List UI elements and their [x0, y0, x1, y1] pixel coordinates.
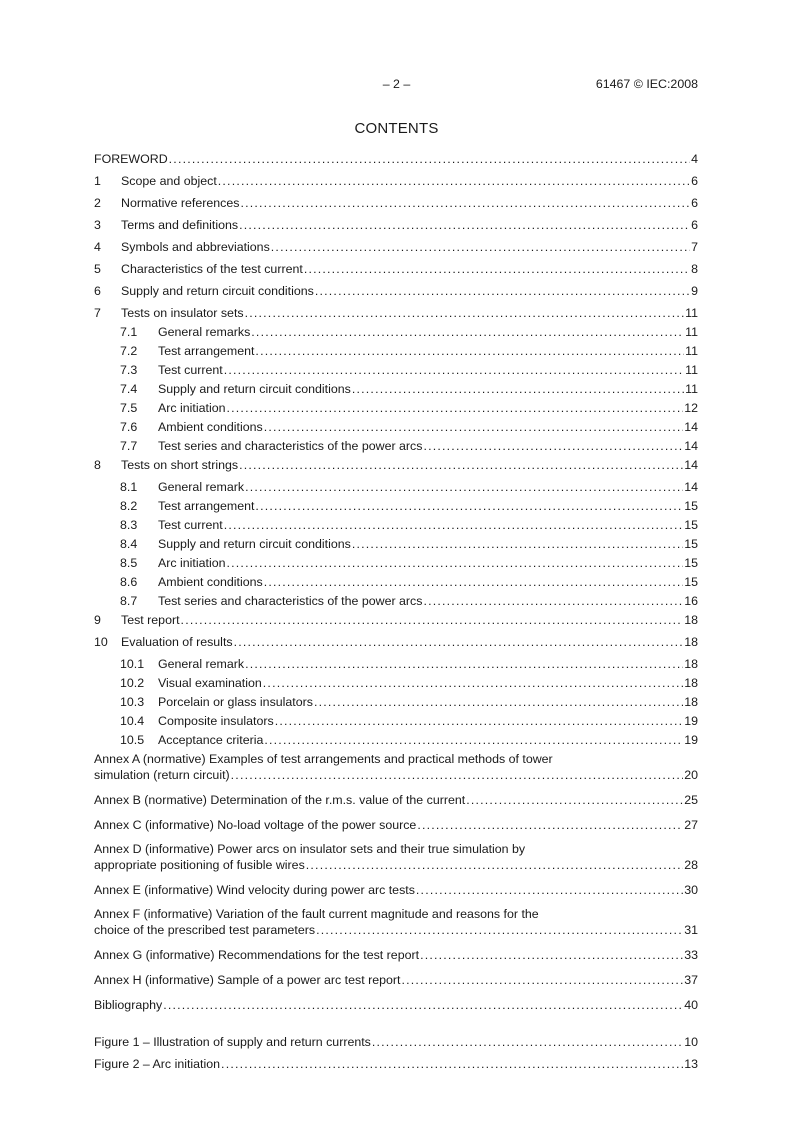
table-of-contents	[94, 151, 698, 1072]
toc-entry[interactable]	[94, 195, 698, 211]
contents-title: CONTENTS	[354, 120, 439, 137]
toc-subentry[interactable]	[94, 498, 698, 514]
toc-entry-number: 8.4	[120, 537, 138, 551]
dot-leader	[245, 479, 683, 495]
toc-entry-label: choice of the prescribed test parameters	[94, 923, 316, 937]
dot-leader	[417, 817, 683, 833]
toc-entry-page: 28	[684, 858, 698, 872]
toc-entry-label: Test series and characteristics of the power arcs	[158, 439, 423, 453]
toc-subentry[interactable]	[94, 732, 698, 748]
toc-entry-label: Test series and characteristics of the power arcs	[158, 594, 423, 608]
toc-entry-label: Supply and return circuit conditions	[158, 382, 351, 396]
toc-entry-page: 18	[684, 695, 698, 709]
toc-entry-page: 14	[684, 420, 698, 434]
toc-entry-label: Acceptance criteria	[158, 733, 264, 747]
toc-annex-row	[94, 767, 698, 783]
toc-subentry[interactable]	[94, 536, 698, 552]
toc-entry[interactable]	[94, 283, 698, 299]
dot-leader	[315, 283, 690, 299]
dot-leader	[227, 400, 684, 416]
toc-entry-number: 10.5	[120, 733, 145, 747]
dot-leader	[218, 173, 690, 189]
toc-entry-label: Porcelain or glass insulators	[158, 695, 313, 709]
toc-entry-label: Arc initiation	[158, 401, 226, 415]
toc-entry-page: 20	[684, 768, 698, 782]
toc-annex-title: Annex F (informative) Variation of the fault current magnitude and reasons for the	[94, 907, 539, 921]
toc-entry-label: General remark	[158, 657, 245, 671]
toc-entry-page: 18	[684, 657, 698, 671]
toc-entry-number: 10.3	[120, 695, 145, 709]
toc-entry-label: Ambient conditions	[158, 575, 263, 589]
toc-annex-d[interactable]	[94, 841, 698, 873]
dot-leader	[163, 997, 683, 1013]
toc-entry-label: Bibliography	[94, 998, 163, 1012]
toc-entry-label: Figure 1 – Illustration of supply and return currents	[94, 1035, 371, 1049]
toc-subentry[interactable]	[94, 400, 698, 416]
dot-leader	[255, 343, 684, 359]
dot-leader	[169, 151, 690, 167]
toc-entry-page: 11	[685, 306, 698, 320]
dot-leader	[352, 381, 684, 397]
toc-annex-row	[94, 857, 698, 873]
toc-subentry[interactable]	[94, 517, 698, 533]
toc-entry-number: 10.2	[120, 676, 145, 690]
toc-entry-page: 10	[684, 1035, 698, 1049]
toc-entry-page: 19	[684, 733, 698, 747]
toc-entry-page: 30	[684, 883, 698, 897]
toc-subentry[interactable]	[94, 381, 698, 397]
toc-entry-foreword[interactable]	[94, 151, 698, 167]
toc-entry-page: 27	[684, 818, 698, 832]
toc-entry-page: 16	[684, 594, 698, 608]
toc-entry-page: 40	[684, 998, 698, 1012]
toc-entry-number: 7.7	[120, 439, 138, 453]
toc-entry-page: 18	[684, 676, 698, 690]
dot-leader	[245, 305, 685, 321]
toc-entry-number: 7.1	[120, 325, 138, 339]
toc-entry-page: 25	[684, 793, 698, 807]
toc-entry-label: Annex H (informative) Sample of a power arc test report	[94, 973, 401, 987]
toc-annex-title: Annex D (informative) Power arcs on insulator sets and their true simulation by	[94, 842, 526, 856]
toc-figure-1[interactable]	[94, 1034, 698, 1050]
toc-entry-label: Visual examination	[158, 676, 262, 690]
toc-entry-label: Arc initiation	[158, 556, 226, 570]
toc-entry-label: Test arrangement	[158, 344, 255, 358]
toc-entry-label: Annex E (informative) Wind velocity during power arc tests	[94, 883, 415, 897]
toc-entry-number: 8.7	[120, 594, 138, 608]
toc-entry-number: 8.5	[120, 556, 138, 570]
toc-entry[interactable]	[94, 634, 698, 650]
toc-entry-label: Annex G (informative) Recommendations for the test report	[94, 948, 420, 962]
toc-subentry[interactable]	[94, 656, 698, 672]
toc-subentry[interactable]	[94, 555, 698, 571]
toc-entry-label: Tests on insulator sets	[121, 306, 244, 320]
dot-leader	[466, 792, 683, 808]
toc-entry-label: Composite insulators	[158, 714, 274, 728]
toc-entry-number: 3	[94, 218, 101, 232]
dot-leader	[224, 517, 683, 533]
toc-entry-page: 19	[684, 714, 698, 728]
toc-entry-number: 7.3	[120, 363, 138, 377]
toc-subentry[interactable]	[94, 419, 698, 435]
dot-leader	[372, 1034, 683, 1050]
toc-entry-page: 4	[691, 152, 698, 166]
toc-entry-label: Annex B (normative) Determination of the r.m.s. value of the current	[94, 793, 466, 807]
toc-entry-page: 6	[691, 218, 698, 232]
toc-entry-number: 7.2	[120, 344, 138, 358]
dot-leader	[306, 857, 683, 873]
toc-entry-number: 1	[94, 174, 101, 188]
toc-figure-2[interactable]	[94, 1056, 698, 1072]
toc-entry-number: 8.2	[120, 499, 138, 513]
toc-subentry[interactable]	[94, 438, 698, 454]
toc-entry-number: 8.3	[120, 518, 138, 532]
dot-leader	[423, 438, 683, 454]
dot-leader	[240, 195, 690, 211]
dot-leader	[263, 675, 683, 691]
toc-entry-page: 11	[685, 363, 698, 377]
toc-annex-e[interactable]	[94, 882, 698, 898]
dot-leader	[231, 767, 684, 783]
toc-entry-label: Symbols and abbreviations	[121, 240, 270, 254]
toc-entry-page: 11	[685, 382, 698, 396]
toc-subentry[interactable]	[94, 694, 698, 710]
toc-entry-page: 15	[684, 575, 698, 589]
dot-leader	[275, 713, 684, 729]
toc-entry-label: Supply and return circuit conditions	[121, 284, 314, 298]
dot-leader	[352, 536, 683, 552]
toc-entry-page: 37	[684, 973, 698, 987]
toc-annex-g[interactable]	[94, 947, 698, 963]
dot-leader	[239, 217, 690, 233]
toc-entry-page: 13	[684, 1057, 698, 1071]
toc-entry[interactable]	[94, 217, 698, 233]
toc-entry-label: Supply and return circuit conditions	[158, 537, 351, 551]
toc-annex-row	[94, 922, 698, 938]
dot-leader	[245, 656, 683, 672]
toc-entry-page: 8	[691, 262, 698, 276]
toc-entry-page: 14	[684, 458, 698, 472]
toc-entry[interactable]	[94, 239, 698, 255]
toc-subentry[interactable]	[94, 362, 698, 378]
toc-entry-label: Test current	[158, 518, 223, 532]
toc-entry-label: Tests on short strings	[121, 458, 239, 472]
toc-entry-page: 11	[685, 344, 698, 358]
toc-entry-label: appropriate positioning of fusible wires	[94, 858, 305, 872]
toc-entry-page: 6	[691, 196, 698, 210]
toc-entry-page: 31	[684, 923, 698, 937]
dot-leader	[251, 324, 684, 340]
toc-entry[interactable]	[94, 457, 698, 473]
toc-entry-number: 4	[94, 240, 101, 254]
toc-entry-number: 5	[94, 262, 101, 276]
toc-entry-page: 15	[684, 537, 698, 551]
dot-leader	[316, 922, 683, 938]
toc-entry-number: 9	[94, 613, 101, 627]
toc-entry-number: 10	[94, 635, 108, 649]
toc-entry-label: Characteristics of the test current	[121, 262, 303, 276]
toc-annex-title: Annex A (normative) Examples of test arrangements and practical methods of tower	[94, 752, 553, 766]
toc-entry[interactable]	[94, 612, 698, 628]
toc-entry-number: 2	[94, 196, 101, 210]
toc-entry-label: simulation (return circuit)	[94, 768, 230, 782]
dot-leader	[227, 555, 684, 571]
dot-leader	[314, 694, 683, 710]
dot-leader	[416, 882, 683, 898]
toc-entry-label: General remarks	[158, 325, 251, 339]
toc-subentry[interactable]	[94, 324, 698, 340]
toc-entry-number: 8.1	[120, 480, 138, 494]
toc-entry-number: 7	[94, 306, 101, 320]
toc-entry-number: 8	[94, 458, 101, 472]
toc-entry-label: Figure 2 – Arc initiation	[94, 1057, 221, 1071]
toc-annex-c[interactable]	[94, 817, 698, 833]
toc-entry-label: Test arrangement	[158, 499, 255, 513]
dot-leader	[423, 593, 683, 609]
toc-subentry[interactable]	[94, 479, 698, 495]
toc-entry-page: 18	[684, 613, 698, 627]
toc-entry-page: 15	[684, 499, 698, 513]
toc-entry-number: 7.5	[120, 401, 138, 415]
toc-entry-page: 6	[691, 174, 698, 188]
dot-leader	[239, 457, 683, 473]
toc-entry-label: FOREWORD	[94, 152, 168, 166]
toc-entry-page: 9	[691, 284, 698, 298]
toc-entry-label: Test report	[121, 613, 180, 627]
toc-subentry[interactable]	[94, 713, 698, 729]
dot-leader	[264, 732, 683, 748]
toc-entry-label: Terms and definitions	[121, 218, 239, 232]
dot-leader	[420, 947, 683, 963]
toc-entry-number: 7.6	[120, 420, 138, 434]
toc-entry-number: 10.4	[120, 714, 145, 728]
toc-entry-label: Evaluation of results	[121, 635, 233, 649]
toc-entry[interactable]	[94, 173, 698, 189]
toc-annex-a[interactable]	[94, 751, 698, 783]
dot-leader	[181, 612, 684, 628]
toc-entry-page: 7	[691, 240, 698, 254]
dot-leader	[304, 261, 690, 277]
toc-annex-h[interactable]	[94, 972, 698, 988]
toc-entry-page: 18	[684, 635, 698, 649]
toc-subentry[interactable]	[94, 574, 698, 590]
toc-entry-number: 8.6	[120, 575, 138, 589]
toc-entry-label: Normative references	[121, 196, 240, 210]
dot-leader	[401, 972, 683, 988]
dot-leader	[271, 239, 690, 255]
toc-entry[interactable]	[94, 261, 698, 277]
toc-bibliography[interactable]	[94, 997, 698, 1013]
toc-entry-page: 11	[685, 325, 698, 339]
toc-entry-number: 10.1	[120, 657, 145, 671]
toc-entry[interactable]	[94, 305, 698, 321]
toc-annex-f[interactable]	[94, 906, 698, 938]
toc-entry-page: 15	[684, 556, 698, 570]
toc-entry-number: 7.4	[120, 382, 138, 396]
page-header	[0, 77, 793, 93]
toc-entry-label: Ambient conditions	[158, 420, 263, 434]
toc-entry-label: General remark	[158, 480, 245, 494]
toc-entry-page: 14	[684, 480, 698, 494]
toc-entry-page: 14	[684, 439, 698, 453]
page-number: – 2 –	[382, 77, 411, 91]
dot-leader	[234, 634, 684, 650]
toc-subentry[interactable]	[94, 343, 698, 359]
toc-entry-label: Annex C (informative) No-load voltage of the power source	[94, 818, 417, 832]
dot-leader	[255, 498, 683, 514]
toc-entry-label: Scope and object	[121, 174, 217, 188]
toc-entry-page: 12	[684, 401, 698, 415]
toc-entry-page: 33	[684, 948, 698, 962]
dot-leader	[264, 419, 684, 435]
dot-leader	[221, 1056, 683, 1072]
dot-leader	[224, 362, 684, 378]
toc-subentry[interactable]	[94, 593, 698, 609]
dot-leader	[264, 574, 684, 590]
toc-subentry[interactable]	[94, 675, 698, 691]
toc-annex-b[interactable]	[94, 792, 698, 808]
toc-entry-page: 15	[684, 518, 698, 532]
toc-entry-label: Test current	[158, 363, 223, 377]
document-reference: 61467 © IEC:2008	[595, 77, 698, 91]
toc-entry-number: 6	[94, 284, 101, 298]
